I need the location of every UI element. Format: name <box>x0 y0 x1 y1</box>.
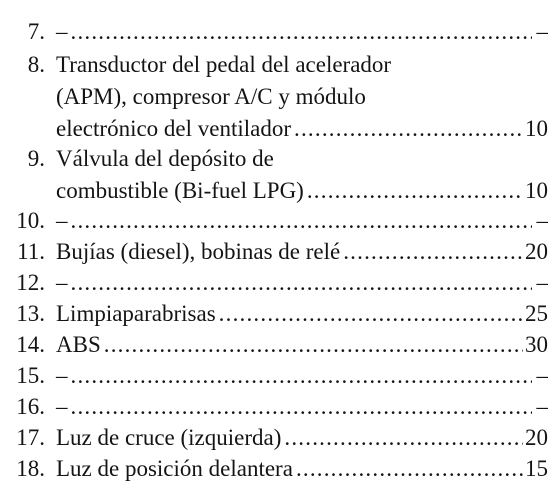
fuse-number: 17. <box>16 425 45 450</box>
fuse-description: Bujías (diesel), bobinas de relé <box>56 239 341 264</box>
fuse-amperage: 25 <box>525 301 548 326</box>
fuse-entry-10 <box>0 206 548 236</box>
dot-leader <box>104 330 523 360</box>
fuse-description: ABS <box>56 332 101 357</box>
dot-leader <box>294 114 523 144</box>
fuse-amperage: – <box>536 363 548 388</box>
fuse-description: Limpiaparabrisas <box>56 301 216 326</box>
fuse-entry-15 <box>0 361 548 391</box>
fuse-description: combustible (Bi-fuel LPG) <box>56 178 304 203</box>
fuse-entry-7 <box>0 17 548 47</box>
fuse-description: – <box>56 270 68 295</box>
dot-leader <box>219 299 523 329</box>
dot-leader <box>71 268 533 298</box>
fuse-amperage: 20 <box>525 425 548 450</box>
fuse-amperage: – <box>536 208 548 233</box>
fuse-amperage: 10 <box>525 178 548 203</box>
fuse-description: – <box>56 19 68 44</box>
fuse-description: Luz de cruce (izquierda) <box>56 425 282 450</box>
fuse-description: electrónico del ventilador <box>56 116 292 141</box>
fuse-amperage: 15 <box>525 456 548 481</box>
fuse-number: 18. <box>16 456 45 481</box>
fuse-number: 15. <box>16 363 45 388</box>
dot-leader <box>71 361 533 391</box>
fuse-entry-9 <box>0 144 548 206</box>
fuse-description: – <box>56 394 68 419</box>
fuse-description-line: Válvula del depósito de <box>56 146 274 171</box>
fuse-entry-18 <box>0 454 548 484</box>
fuse-number: 13. <box>16 301 45 326</box>
fuse-number: 16. <box>16 394 45 419</box>
dot-leader <box>284 423 523 453</box>
fuse-number: 10. <box>16 208 45 233</box>
fuse-description: – <box>56 363 68 388</box>
fuse-number: 7. <box>27 19 45 44</box>
fuse-number: 9. <box>27 146 45 171</box>
fuse-description: Luz de posición delantera <box>56 456 293 481</box>
fuse-description-line: (APM), compresor A/C y módulo <box>56 84 366 109</box>
fuse-entry-12 <box>0 268 548 298</box>
fuse-number: 8. <box>27 52 45 77</box>
fuse-number: 12. <box>16 270 45 295</box>
fuse-number: 14. <box>16 332 45 357</box>
dot-leader <box>71 206 533 236</box>
fuse-entry-14 <box>0 330 548 360</box>
fuse-entry-13 <box>0 299 548 329</box>
fuse-amperage: – <box>536 19 548 44</box>
fuse-description: – <box>56 208 68 233</box>
dot-leader <box>343 237 523 267</box>
fuse-amperage: 30 <box>525 332 548 357</box>
dot-leader <box>71 392 533 422</box>
fuse-number: 11. <box>17 239 45 264</box>
dot-leader <box>71 17 533 47</box>
fuse-entry-16 <box>0 392 548 422</box>
fuse-entry-17 <box>0 423 548 453</box>
fuse-description-line: Transductor del pedal del acelerador <box>56 52 392 77</box>
fuse-amperage: 10 <box>525 116 548 141</box>
dot-leader <box>296 454 523 484</box>
fuse-amperage: – <box>536 394 548 419</box>
fuse-amperage: – <box>536 270 548 295</box>
fuse-amperage: 20 <box>525 239 548 264</box>
fuse-entry-11 <box>0 237 548 267</box>
fuse-entry-8 <box>0 50 548 144</box>
dot-leader <box>307 176 523 206</box>
